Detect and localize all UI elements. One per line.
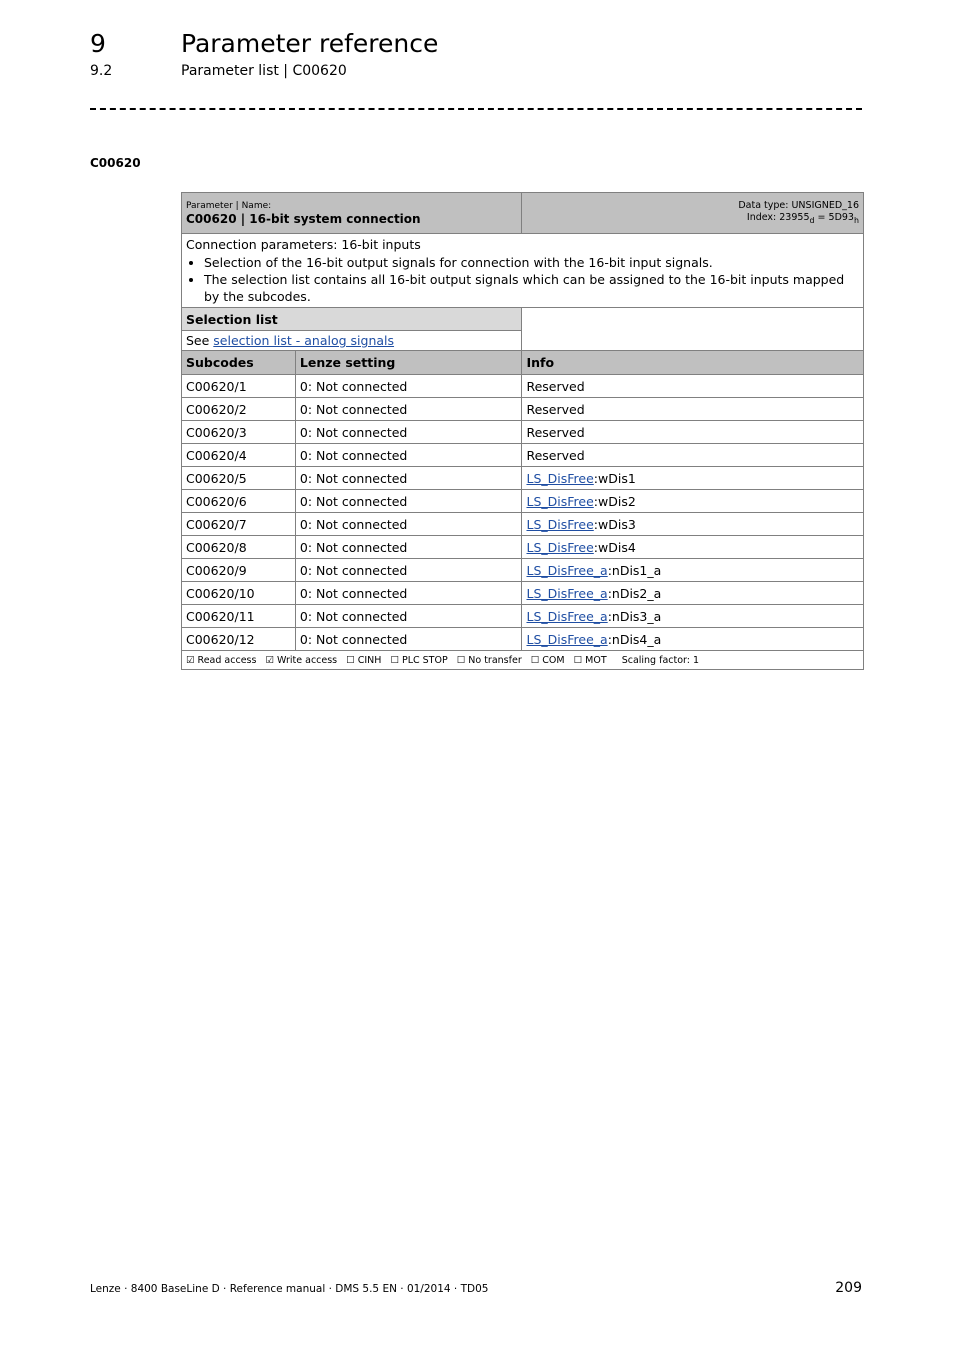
- description-cell: [182, 234, 864, 308]
- flag-mot: ☐ MOT: [573, 654, 607, 666]
- scaling-factor: Scaling factor: 1: [621, 654, 700, 666]
- column-header-lenze-setting: Lenze setting: [295, 351, 522, 375]
- access-flags: [182, 651, 864, 670]
- description-bullets: [186, 254, 859, 305]
- info-link[interactable]: LS_DisFree_a: [526, 608, 608, 624]
- table-row: C00620/11 0: Not connected LS_DisFree_a:nDis3_a: [182, 605, 864, 628]
- info-link[interactable]: LS_DisFree_a: [526, 585, 608, 601]
- selection-list-link[interactable]: selection list - analog signals: [213, 333, 395, 348]
- table-row: C00620/3 0: Not connected Reserved: [182, 421, 864, 444]
- selection-list-ref: See selection list - analog signals: [182, 331, 522, 351]
- info-link[interactable]: LS_DisFree_a: [526, 631, 608, 647]
- info-link[interactable]: LS_DisFree: [526, 493, 594, 509]
- data-type: Data type: UNSIGNED_16: [738, 199, 859, 211]
- info-link[interactable]: LS_DisFree: [526, 539, 594, 555]
- page-number: 209: [835, 1280, 862, 1296]
- flag-write-access: ☑ Write access: [265, 654, 338, 666]
- info-link[interactable]: LS_DisFree_a: [526, 562, 608, 578]
- footer-document-info: Lenze · 8400 BaseLine D · Reference manual · DMS 5.5 EN · 01/2014 · TD05: [90, 1283, 489, 1295]
- parameter-name: C00620 | 16-bit system connection: [186, 211, 421, 226]
- section-number: 9.2: [90, 63, 113, 79]
- parameter-table: [181, 192, 864, 670]
- table-row: C00620/5 0: Not connected LS_DisFree:wDis1: [182, 467, 864, 490]
- info-link[interactable]: LS_DisFree: [526, 470, 594, 486]
- bullet-item: • Selection of the 16-bit output signals for connection with the 16-bit input signals.: [204, 254, 859, 271]
- dashed-divider: [90, 108, 862, 110]
- flag-plc-stop: ☐ PLC STOP: [390, 654, 448, 666]
- code-heading: C00620: [90, 156, 141, 170]
- section-title: Parameter list | C00620: [181, 63, 347, 79]
- table-row: C00620/1 0: Not connected Reserved: [182, 375, 864, 398]
- info-link[interactable]: LS_DisFree: [526, 516, 594, 532]
- flag-com: ☐ COM: [530, 654, 565, 666]
- table-row: C00620/6 0: Not connected LS_DisFree:wDis2: [182, 490, 864, 513]
- column-header-subcodes: Subcodes: [182, 351, 296, 375]
- column-header-info: Info: [522, 351, 864, 375]
- table-row: C00620/9 0: Not connected LS_DisFree_a:nDis1_a: [182, 559, 864, 582]
- table-row: C00620/12 0: Not connected LS_DisFree_a:nDis4_a: [182, 628, 864, 651]
- flag-read-access: ☑ Read access: [186, 654, 257, 666]
- data-type-cell: [522, 193, 864, 234]
- table-row: C00620/4 0: Not connected Reserved: [182, 444, 864, 467]
- parameter-name-label: Parameter | Name:: [186, 200, 272, 211]
- empty-cell: [522, 308, 864, 351]
- chapter-number: 9: [90, 29, 106, 58]
- table-row: C00620/8 0: Not connected LS_DisFree:wDis4: [182, 536, 864, 559]
- parameter-name-cell: [182, 193, 522, 234]
- chapter-title: Parameter reference: [181, 29, 439, 58]
- table-row: C00620/2 0: Not connected Reserved: [182, 398, 864, 421]
- selection-list-title: Selection list: [182, 308, 522, 331]
- description: Connection parameters: 16-bit inputs: [186, 237, 421, 252]
- table-row: C00620/7 0: Not connected LS_DisFree:wDis3: [182, 513, 864, 536]
- flag-cinh: ☐ CINH: [346, 654, 382, 666]
- bullet-item: • The selection list contains all 16-bit output signals which can be assigned to the 16-bit inputs mapped by the subcodes.: [204, 271, 859, 305]
- flag-no-transfer: ☐ No transfer: [456, 654, 522, 666]
- index-value: Index: $23955_d = 5D93_h$: [746, 211, 859, 225]
- table-row: C00620/10 0: Not connected LS_DisFree_a:nDis2_a: [182, 582, 864, 605]
